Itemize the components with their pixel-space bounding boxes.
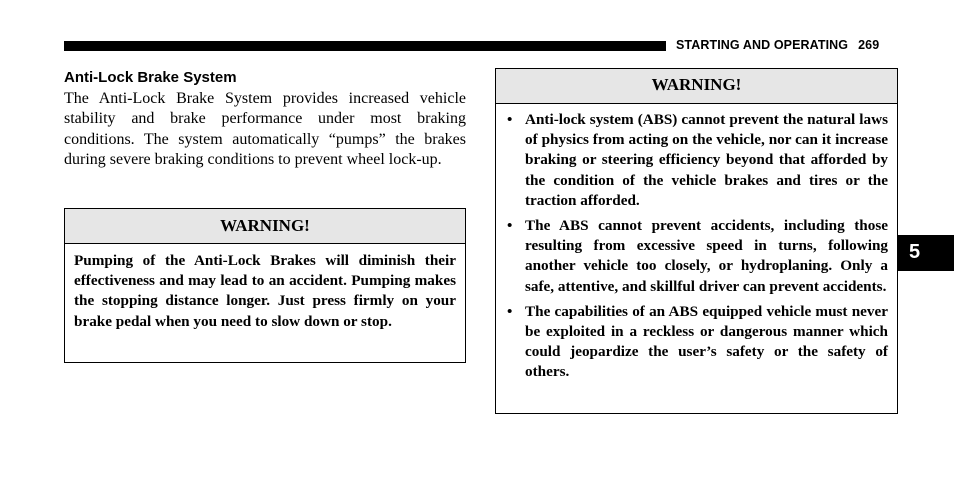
header-rule xyxy=(64,41,666,51)
left-column xyxy=(64,68,466,171)
list-item xyxy=(505,110,888,211)
warning-heading: WARNING! xyxy=(496,69,897,104)
running-header xyxy=(676,38,906,52)
list-item-text: The capabilities of an ABS equipped vehicle must never be exploited in a reckless or dangerous manner which could jeopardize the user’s safety or the safety of others. xyxy=(525,302,888,381)
warning-list xyxy=(496,104,897,383)
list-item-text: The ABS cannot prevent accidents, including those resulting from excessive speed in turns, following another vehicle too closely, or hydroplaning. Only a safe, attentive, and skillful driver can prevent accidents. xyxy=(525,217,888,295)
warning-heading: WARNING! xyxy=(65,209,465,244)
section-name: STARTING AND OPERATING xyxy=(676,38,849,52)
warning-box-pumping xyxy=(64,208,466,363)
chapter-number: 5 xyxy=(909,241,921,263)
bullet-icon: • xyxy=(507,217,513,235)
warning-text: Pumping of the Anti-Lock Brakes will diminish their effectiveness and may lead to an accident. Pumping makes the stopping distance longer. Just press firmly on your brake pedal when you need to slow down or stop. xyxy=(74,252,456,330)
list-item-text: Anti-lock system (ABS) cannot prevent the natural laws of physics from acting on the vehicle, nor can it increase braking or steering efficiency beyond that afforded by the condition of the vehicle brakes and tires or the traction afforded. xyxy=(525,111,888,209)
bullet-icon: • xyxy=(507,111,513,128)
intro-paragraph: The Anti-Lock Brake System provides increased vehicle stability and brake performance under most braking conditions. The system automatically “pumps” the brakes during severe braking conditions to prevent wheel lock-up. xyxy=(64,90,466,169)
chapter-tab xyxy=(898,235,954,271)
page-number: 269 xyxy=(858,38,880,52)
section-title: Anti-Lock Brake System xyxy=(64,69,237,86)
bullet-icon: • xyxy=(507,302,513,320)
warning-box-abs-limits xyxy=(495,68,898,414)
list-item xyxy=(505,302,888,383)
list-item xyxy=(505,216,888,297)
